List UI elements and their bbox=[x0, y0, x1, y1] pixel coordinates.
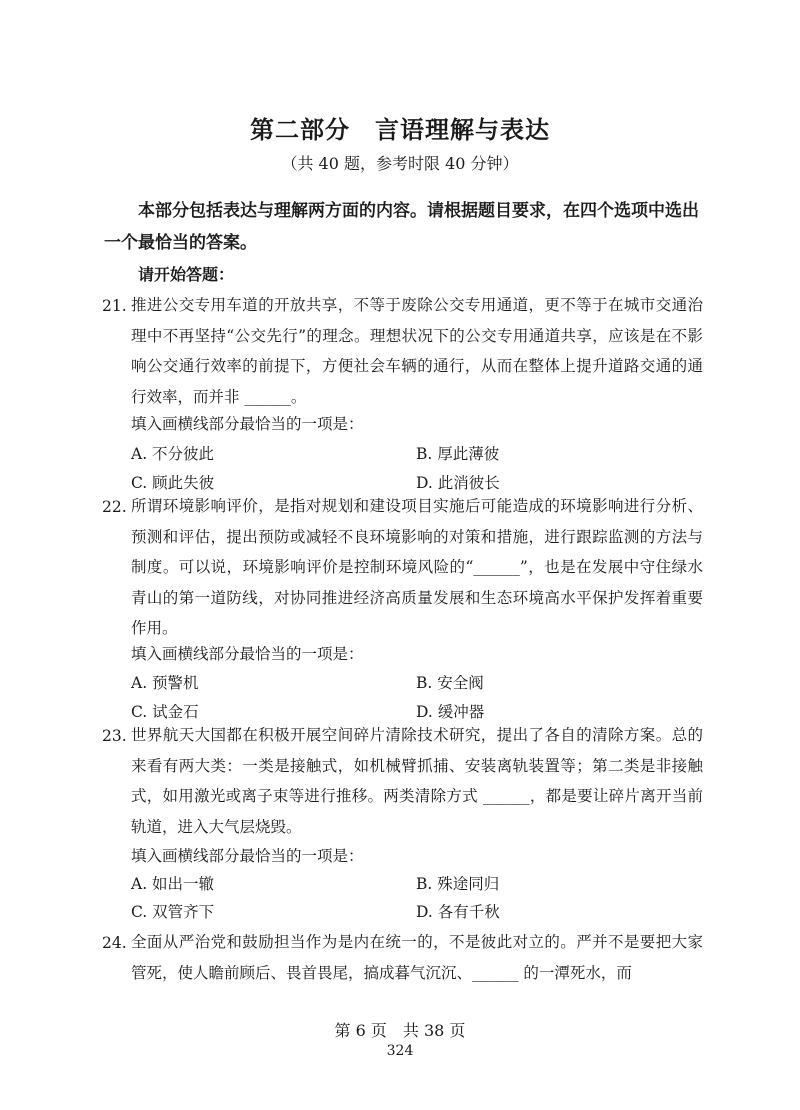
question-text: 全面从严治党和鼓励担当作为是内在统一的，不是彼此对立的。严并不是要把大家管死，使人瞻前顾后、畏首畏尾，搞成暮气沉沉、______ 的一潭死水，而 bbox=[131, 933, 703, 982]
option-b: B. 殊途同归 bbox=[416, 875, 500, 893]
option-c: C. 试金石 bbox=[131, 703, 199, 721]
option-d: D. 缓冲器 bbox=[416, 703, 485, 721]
option-d: D. 此消彼长 bbox=[416, 474, 500, 492]
option-c: C. 双管齐下 bbox=[131, 903, 215, 921]
book-page-number: 324 bbox=[386, 1043, 414, 1059]
question-number: 21. bbox=[102, 297, 127, 315]
section-title: 第二部分 言语理解与表达 bbox=[250, 116, 550, 144]
start-prompt: 请开始答题： bbox=[138, 265, 235, 284]
question-number: 22. bbox=[102, 498, 127, 516]
option-a: A. 不分彼此 bbox=[131, 445, 215, 463]
option-b: B. 厚此薄彼 bbox=[416, 445, 500, 463]
intro-paragraph: 本部分包括表达与理解两方面的内容。请根据题目要求，在四个选项中选出一个最恰当的答案。 bbox=[104, 201, 699, 253]
option-a: A. 预警机 bbox=[131, 674, 199, 692]
question-text: 所谓环境影响评价，是指对规划和建设项目实施后可能造成的环境影响进行分析、预测和评估，提出预防或减轻不良环境影响的对策和措施，进行跟踪监测的方法与制度。可以说，环境影响评价是控制环境风险的“______”，也是在发展中守住绿水青山的第一道防线，对协同推进经济高质量发展和生态环境高水平保护发挥着重要作用。 bbox=[131, 497, 703, 637]
question-number: 23. bbox=[102, 727, 127, 745]
question-text: 推进公交专用车道的开放共享，不等于废除公交专用通道，更不等于在城市交通治理中不再坚持“公交先行”的理念。理想状况下的公交专用通道共享，应该是在不影响公交通行效率的前提下，方便社会车辆的通行，从而在整体上提升道路交通的通行效率，而并非 ______。 bbox=[131, 296, 703, 406]
option-c: C. 顾此失彼 bbox=[131, 474, 215, 492]
option-b: B. 安全阀 bbox=[416, 674, 484, 692]
option-a: A. 如出一辙 bbox=[131, 875, 215, 893]
section-subtitle: （共 40 题，参考时限 40 分钟） bbox=[281, 154, 519, 173]
option-d: D. 各有千秋 bbox=[416, 903, 500, 921]
question-instruction: 填入画横线部分最恰当的一项是： bbox=[131, 415, 364, 433]
question-instruction: 填入画横线部分最恰当的一项是： bbox=[131, 847, 364, 865]
question-instruction: 填入画横线部分最恰当的一项是： bbox=[131, 645, 364, 663]
question-number: 24. bbox=[102, 934, 127, 952]
page-number: 第 6 页 共 38 页 bbox=[334, 1021, 466, 1040]
question-text: 世界航天大国都在积极开展空间碎片清除技术研究，提出了各自的清除方案。总的来看有两大类：一类是接触式，如机械臂抓捕、安装离轨装置等；第二类是非接触式，如用激光或离子束等进行推移。两类清除方式 ______，都是要让碎片离开当前轨道，进入大气层烧毁。 bbox=[131, 726, 703, 836]
